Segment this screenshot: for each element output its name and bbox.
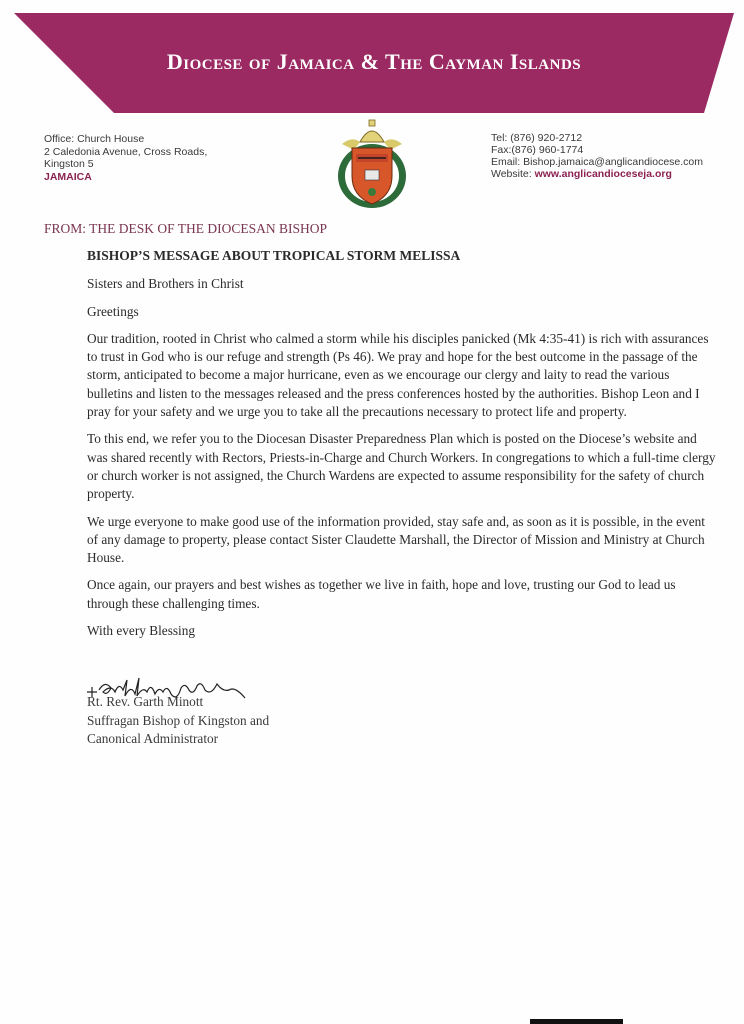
closing: With every Blessing xyxy=(87,623,196,639)
contact-tel: Tel: (876) 920-2712 xyxy=(491,132,583,144)
letterhead-banner xyxy=(14,13,734,113)
contact-fax: Fax:(876) 960-1774 xyxy=(491,144,584,156)
salutation: Sisters and Brothers in Christ xyxy=(87,276,244,292)
paragraph-4: Once again, our prayers and best wishes as together we live in faith, hope and love, trusting our God to lead us through these challenging times. xyxy=(87,577,676,611)
contact-email[interactable]: Email: Bishop.jamaica@anglicandiocese.com xyxy=(491,156,704,168)
diocese-crest-logo xyxy=(332,118,412,210)
office-line-3: Kingston 5 xyxy=(44,158,94,170)
contact-website-row xyxy=(491,168,703,180)
paragraph-3: We urge everyone to make good use of the information provided, stay safe and, as soon as it is possible, in the event of any damage to property, please contact Sister Claudette Marshall, the Director of Mission and Ministry at Church House. xyxy=(87,513,705,566)
website-label: Website: xyxy=(491,168,535,180)
website-link[interactable]: www.anglicandioceseja.org xyxy=(534,168,672,180)
letter-body xyxy=(87,247,717,649)
office-address xyxy=(44,133,207,183)
from-line: FROM: THE DESK OF THE DIOCESAN BISHOP xyxy=(44,221,328,236)
office-country: JAMAICA xyxy=(44,170,92,183)
diocese-title: Diocese of Jamaica & The Cayman Islands xyxy=(166,49,582,74)
letter-title: BISHOP’S MESSAGE ABOUT TROPICAL STORM MELISSA xyxy=(87,248,461,263)
signer-title-2: Canonical Administrator xyxy=(87,731,219,746)
paragraph-2: To this end, we refer you to the Diocesan Disaster Preparedness Plan which is posted on the Diocese’s website and was shared recently with Rectors, Priests-in-Charge and Church Workers. In congregations to which a full-time clergy or church worker is not assigned, the Church Wardens are expected to assume responsibility for the safety of church property. xyxy=(87,431,716,502)
contact-info xyxy=(491,132,703,180)
paragraph-1: Our tradition, rooted in Christ who calmed a storm while his disciples panicked (Mk 4:35-41) is rich with assurances to trust in God who is our refuge and strength (Ps 46). We pray and hope for the best outcome in the passage of the storm, anticipated to become a major hurricane, even as we encourage our clergy and laity to read the various bulletins and listen to the messages released and the press conferences hosted by the authorities. Bishop Leon and I pray for your safety and we urge you to take all the precautions necessary to protect life and property. xyxy=(87,330,709,420)
office-line-2: 2 Caledonia Avenue, Cross Roads, xyxy=(44,145,208,158)
signer-title-1: Suffragan Bishop of Kingston and xyxy=(87,712,270,728)
signature-block xyxy=(87,676,387,766)
office-line-1: Office: Church House xyxy=(44,133,145,145)
signer-name: Rt. Rev. Garth Minott xyxy=(87,694,204,709)
scan-edge-mark xyxy=(530,1019,623,1024)
greeting: Greetings xyxy=(87,303,139,319)
